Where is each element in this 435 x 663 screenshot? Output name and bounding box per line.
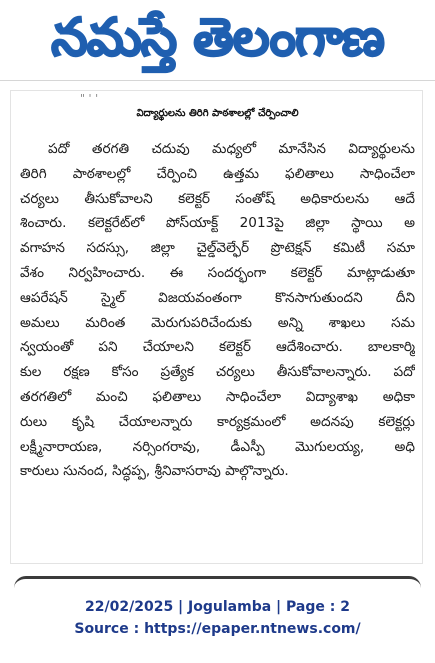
- newspaper-title: నమస్తే తెలంగాణ: [51, 8, 384, 68]
- article-line: ఆపరేషన్ స్మైల్ విజయవంతంగా కొనసాగుతుందని దీని: [20, 289, 415, 306]
- article-body: [20, 137, 415, 484]
- article-line: కారులు సునంద, సిద్ధప్ప, శ్రీనివాసరావు పాల్గొన్నారు.: [20, 463, 289, 480]
- article-line: వేశం నిర్వహించారు. ఈ సందర్భంగా కలెక్టర్ మాట్లాడుతూ: [20, 264, 415, 281]
- article-line: వగాహన సదస్సు, జిల్లా చైల్డ్‌వెల్ఫేర్ ప్రొటెక్షన్ కమిటీ సమా: [20, 240, 415, 257]
- article-line: తిరిగి పాఠశాలల్లో చేర్పించి ఉత్తమ ఫలితాలు సాధించేలా: [20, 165, 415, 182]
- cutoff-text-fragment: [14, 576, 421, 592]
- footer-source: Source : https://epaper.ntnews.com/: [74, 621, 361, 637]
- article-line: న్వయంతో పని చేయాలని కలెక్టర్ ఆదేశించారు. బాలకార్మి: [20, 339, 415, 356]
- clipping-edge-marks: " ' ': [80, 92, 99, 105]
- article-headline: విద్యార్థులను తిరిగి పాఠశాలల్లో చేర్పించాలి: [136, 108, 299, 119]
- article-line: కుల రక్షణ కోసం ప్రత్యేక చర్యలు తీసుకోవాలన్నారు. పదో: [20, 364, 415, 381]
- article-line: రులు కృషి చేయాలన్నారు కార్యక్రమంలో అదనపు కలెక్టర్లు: [20, 413, 415, 430]
- article-line: చర్యలు తీసుకోవాలని కలెక్టర్ సంతోష్ అధికారులను ఆదే: [20, 190, 415, 207]
- masthead: [0, 0, 435, 76]
- article-line: శించారు. కలెక్టరేట్‌లో పోస్‌యాక్ట్ 2013పై జిల్లా స్థాయి అ: [20, 215, 415, 232]
- article-line: పదో తరగతి చదువు మధ్యలో మానేసిన విద్యార్థులను: [48, 141, 415, 157]
- masthead-divider: [0, 80, 435, 81]
- article-line: లక్ష్మీనారాయణ, నర్సింగరావు, డీఎస్పీ మొగులయ్య, అధి: [20, 438, 415, 455]
- article-line: తరగతిలో మంచి ఫలితాలు సాధించేలా విద్యాశాఖ అధికా: [20, 388, 415, 405]
- article-line: అమలు మరింత మెరుగుపరిచేందుకు అన్ని శాఖలు సమ: [20, 314, 415, 331]
- next-article-cutoff: [14, 566, 421, 592]
- footer: [0, 596, 435, 640]
- footer-date-edition: 22/02/2025 | Jogulamba | Page : 2: [85, 599, 350, 615]
